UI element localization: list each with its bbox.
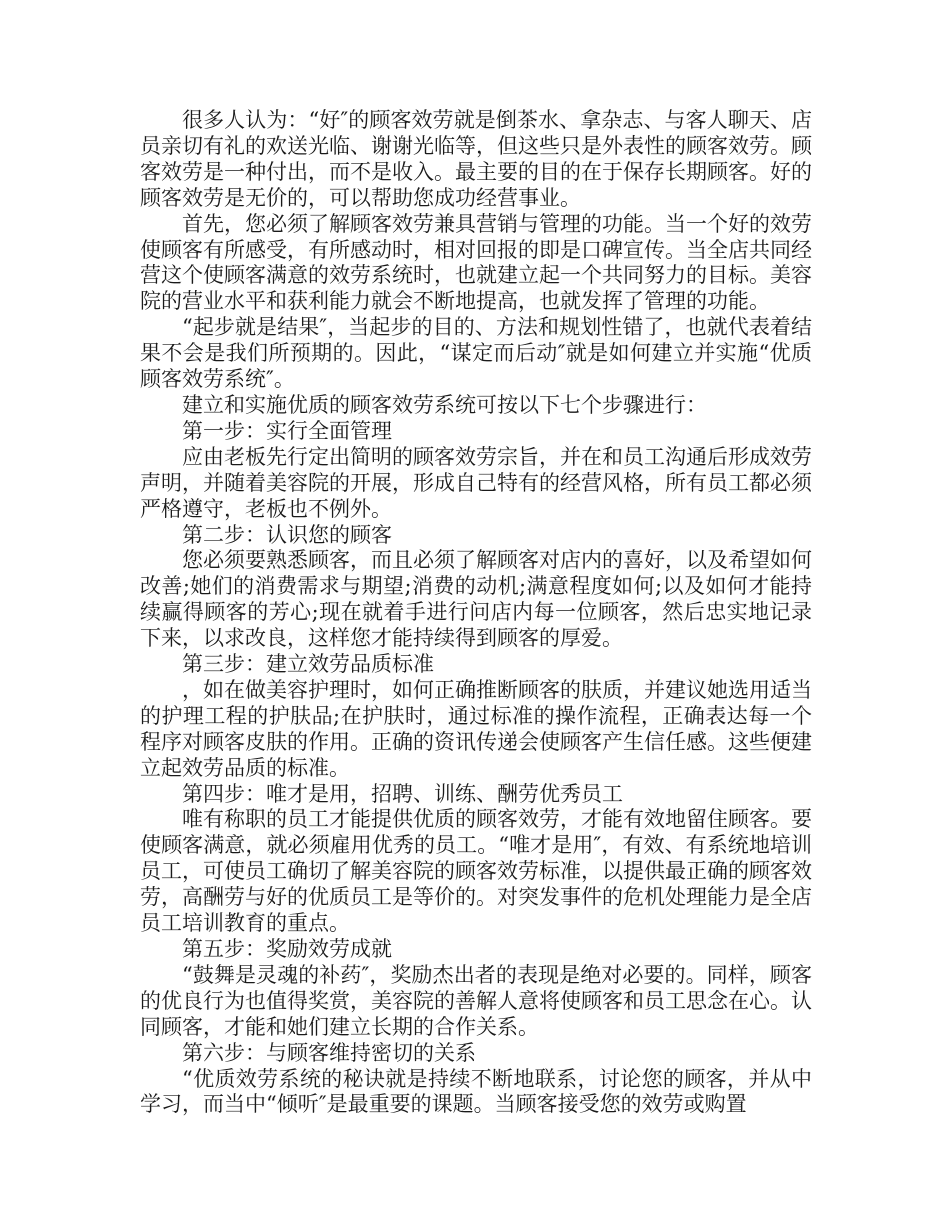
- paragraph-start: “起步就是结果″，当起步的目的、方法和规划性错了，也就代表着结果不会是我们所预期的。因此，“谋定而后动″就是如何建立并实施“优质顾客效劳系统″。: [140, 315, 812, 392]
- step-body-2: 您必须要熟悉顾客，而且必须了解顾客对店内的喜好，以及希望如何改善;她们的消费需求与期望;消费的动机;满意程度如何;以及如何才能持续赢得顾客的芳心;现在就着手进行问店内每一位顾客，然后忠实地记录下来，以求改良，这样您才能持续得到顾客的厚爱。: [140, 548, 812, 651]
- step-body-3: ，如在做美容护理时，如何正确推断顾客的肤质，并建议她选用适当的护理工程的护肤品;在护肤时，通过标准的操作流程，正确表达每一个程序对顾客皮肤的作用。正确的资讯传递会使顾客产生信任感。这些便建立起效劳品质的标准。: [140, 677, 812, 780]
- step-heading-6: 第六步：与顾客维持密切的关系: [182, 1040, 476, 1065]
- step-heading-1: 第一步：实行全面管理: [182, 418, 392, 443]
- step-body-5: “鼓舞是灵魂的补药″，奖励杰出者的表现是绝对必要的。同样，顾客的优良行为也值得奖赏，美容院的善解人意将使顾客和员工思念在心。认同顾客，才能和她们建立长期的合作关系。: [140, 962, 812, 1039]
- step-body-6: “优质效劳系统的秘诀就是持续不断地联系，讨论您的顾客，并从中学习，而当中“倾听″是最重要的课题。当顾客接受您的效劳或购置: [140, 1066, 812, 1117]
- paragraph-first: 首先，您必须了解顾客效劳兼具营销与管理的功能。当一个好的效劳使顾客有所感受，有所感动时，相对回报的即是口碑宣传。当全店共同经营这个使顾客满意的效劳系统时，也就建立起一个共同努力的目标。美容院的营业水平和获利能力就会不断地提高，也就发挥了管理的功能。: [140, 211, 812, 314]
- step-heading-3: 第三步：建立效劳品质标准: [182, 652, 434, 677]
- paragraph-steps-intro: 建立和实施优质的顾客效劳系统可按以下七个步骤进行：: [182, 392, 707, 417]
- step-body-1: 应由老板先行定出简明的顾客效劳宗旨，并在和员工沟通后形成效劳声明，并随着美容院的开展，形成自己特有的经营风格，所有员工都必须严格遵守，老板也不例外。: [140, 444, 812, 521]
- paragraph-intro: 很多人认为：“好″的顾客效劳就是倒茶水、拿杂志、与客人聊天、店员亲切有礼的欢送光临、谢谢光临等，但这些只是外表性的顾客效劳。顾客效劳是一种付出，而不是收入。最主要的目的在于保存长期顾客。好的顾客效劳是无价的，可以帮助您成功经营事业。: [140, 108, 812, 210]
- step-body-4: 唯有称职的员工才能提供优质的顾客效劳，才能有效地留住顾客。要使顾客满意，就必须雇用优秀的员工。“唯才是用″，有效、有系统地培训员工，可使员工确切了解美容院的顾客效劳标准，以提供最正确的顾客效劳，高酬劳与好的优质员工是等价的。对突发事件的危机处理能力是全店员工培训教育的重点。: [140, 807, 812, 936]
- step-heading-2: 第二步：认识您的顾客: [182, 522, 392, 547]
- body-text: [140, 108, 812, 1118]
- step-heading-4: 第四步：唯才是用，招聘、训练、酬劳优秀员工: [182, 781, 623, 806]
- step-heading-5: 第五步：奖励效劳成就: [182, 937, 392, 961]
